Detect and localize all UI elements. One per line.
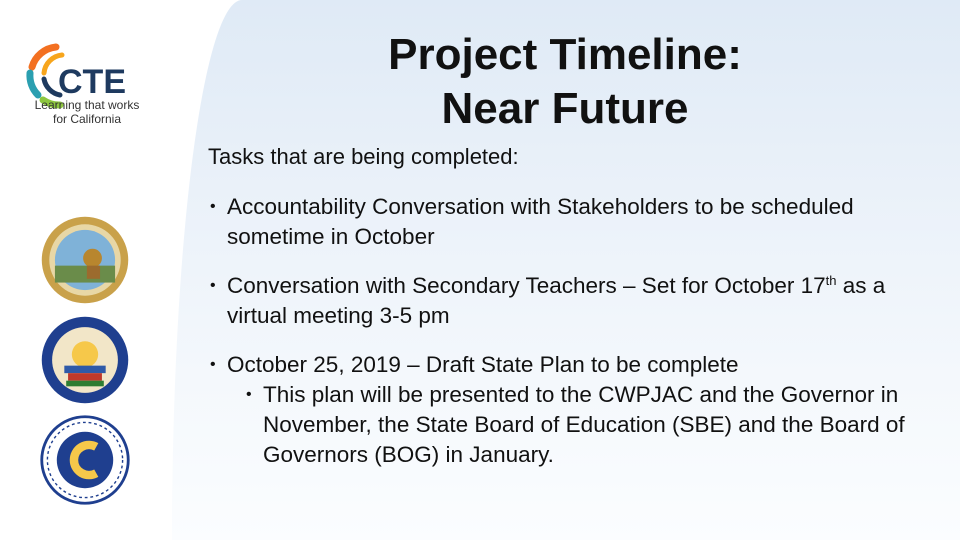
bullet-icon: • bbox=[210, 277, 216, 294]
bullet-item bbox=[210, 192, 930, 252]
sub-bullet-icon: • bbox=[246, 386, 252, 403]
bullet-icon: • bbox=[210, 198, 216, 215]
sub-bullet-item bbox=[246, 380, 913, 470]
bullet-item bbox=[210, 271, 930, 331]
bullet-icon: • bbox=[210, 356, 216, 373]
slide-title-line1: Project Timeline: bbox=[388, 30, 742, 79]
cte-logo-text: CTE bbox=[58, 63, 126, 101]
bullet-text: October 25, 2019 – Draft State Plan to be complete bbox=[227, 352, 739, 377]
bullet-list bbox=[210, 192, 930, 470]
department-of-education-seal-icon bbox=[38, 313, 132, 407]
bullet-text-part1: Conversation with Secondary Teachers – Set for October 17 bbox=[227, 273, 826, 298]
cte-tagline-line2: for California bbox=[52, 112, 122, 126]
ordinal-suffix: th bbox=[825, 273, 837, 288]
slide-title bbox=[300, 28, 830, 136]
sub-bullet-text: This plan will be presented to the CWPJAC and the Governor in November, the State Board of Education (SBE) and the Board of Governors (BOG) in January. bbox=[263, 382, 905, 467]
cte-tagline bbox=[22, 98, 152, 126]
slide-title-line2: Near Future bbox=[441, 84, 689, 133]
bullet-text: Accountability Conversation with Stakeholders to be scheduled sometime in October bbox=[227, 194, 854, 249]
bullet-text-part2: as a virtual meeting 3-5 pm bbox=[227, 273, 886, 328]
state-board-seal-icon bbox=[38, 213, 132, 307]
bullet-item bbox=[210, 350, 930, 380]
community-colleges-seal-icon bbox=[38, 413, 132, 507]
intro-text: Tasks that are being completed: bbox=[208, 144, 519, 169]
cte-tagline-line1: Learning that works bbox=[34, 98, 140, 112]
